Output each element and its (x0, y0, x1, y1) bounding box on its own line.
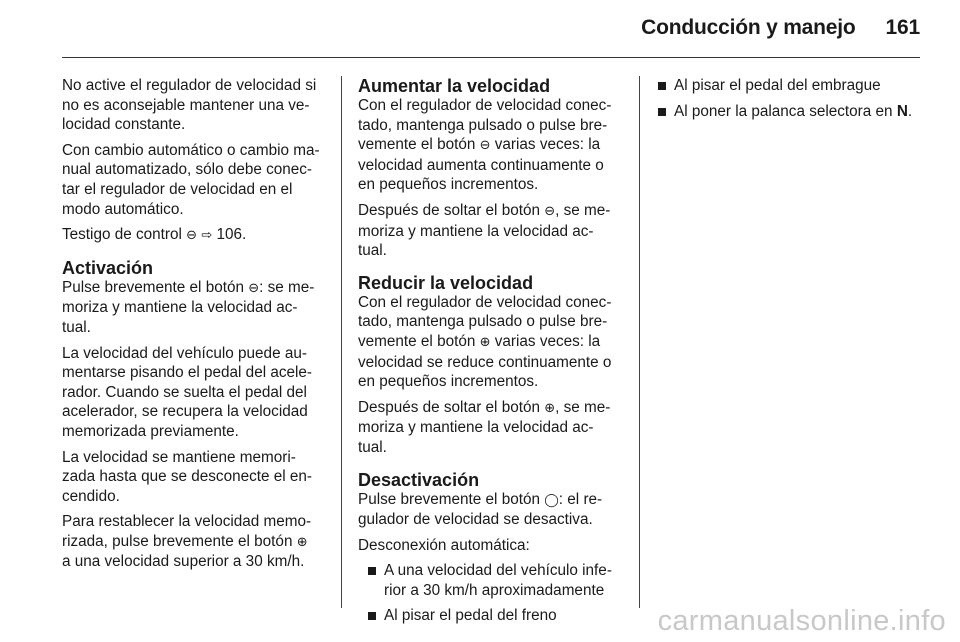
section-reducir (358, 273, 620, 458)
text: varias veces: la velocidad aumenta continuamente o en pequeños incrementos. (358, 136, 604, 194)
paragraph: Con cambio automático o cambio ma-nual automatizado, sólo debe conec-tar el regulador de velocidad en el modo automático. (62, 141, 320, 218)
res-plus-icon: ⊕ (544, 400, 556, 416)
heading-activacion: Activación (62, 257, 154, 278)
section-desactivacion (358, 470, 620, 627)
text: A una velocidad del vehículo infe-rior a 30 km/h aproximadamente (384, 562, 612, 599)
text: a una velocidad superior a 30 km/h. (62, 553, 305, 571)
text: Al pisar el pedal del embrague (674, 77, 881, 94)
bullet-icon (658, 82, 666, 90)
text: . (907, 102, 913, 120)
text: Después de soltar el botón (358, 398, 545, 416)
text: Para restablecer la velocidad memo-rizada, pulse brevemente el botón (62, 513, 312, 550)
set-minus-icon: ⊖ (248, 280, 260, 296)
auto-disconnect-list-cont (656, 76, 918, 121)
paragraph: No active el regulador de velocidad si no es aconsejable mantener una ve-locidad constante. (62, 77, 317, 134)
section-activacion (62, 258, 324, 572)
column-divider (341, 76, 342, 608)
text: Con el regulador de velocidad conec-tado, mantenga pulsado o pulse bre-vemente el botón (358, 97, 612, 154)
text: Pulse brevemente el botón (62, 278, 249, 296)
column-1 (62, 76, 324, 578)
paragraph (62, 278, 324, 338)
text: , se me-moriza y mantiene la velocidad ac-tual. (358, 398, 611, 456)
gear-letter: N (896, 102, 908, 120)
res-plus-icon: ⊕ (296, 534, 308, 550)
heading-desactivacion: Desactivación (358, 469, 480, 490)
text: Testigo de control (62, 226, 187, 244)
text: Con el regulador de velocidad conec-tado, mantenga pulsado o pulse bre-vemente el botón (358, 293, 612, 350)
paragraph (358, 293, 620, 392)
bullet-icon (368, 567, 376, 575)
text: Al poner la palanca selectora en (674, 102, 897, 120)
page-reference[interactable]: 106. (212, 226, 247, 244)
section-title: Conducción y manejo (641, 16, 856, 39)
paragraph (358, 96, 620, 195)
text: Después de soltar el botón (358, 201, 545, 219)
page-header (641, 16, 920, 40)
header-rule (62, 57, 920, 58)
page-number: 161 (885, 16, 920, 39)
text: : el re-gulador de velocidad se desactiva. (358, 490, 603, 529)
text: Al pisar el pedal del freno (384, 607, 557, 625)
paragraph (358, 398, 620, 458)
list-item (366, 606, 620, 626)
bullet-icon (368, 612, 376, 620)
paragraph (358, 490, 620, 530)
paragraph: Desconexión automática: (358, 536, 530, 554)
column-2 (358, 76, 620, 632)
set-minus-icon: ⊖ (544, 203, 556, 219)
text: , se me-moriza y mantiene la velocidad ac-tual. (358, 201, 611, 260)
column-divider (639, 76, 640, 608)
set-minus-icon: ⊖ (186, 228, 198, 244)
heading-reducir: Reducir la velocidad (358, 272, 534, 293)
paragraph: La velocidad del vehículo puede au-mentarse pisando el pedal del acele-rador. Cuando se suelta el pedal del acelerador, se recupera la velocidad memorizada previamente. (62, 344, 313, 440)
list-item (656, 76, 918, 96)
column-3 (656, 76, 918, 127)
res-plus-icon: ⊕ (479, 334, 491, 350)
text: varias veces: la velocidad se reduce continuamente o en pequeños incrementos. (358, 332, 612, 391)
list-item (656, 102, 918, 122)
page-ref-arrow-icon: ⇨ (201, 228, 213, 244)
paragraph (358, 201, 620, 261)
watermark: carmanualsonline.info (657, 605, 946, 637)
bullet-icon (658, 108, 666, 116)
paragraph: La velocidad se mantiene memori-zada hasta que se desconecte el en-cendido. (62, 448, 313, 505)
section-aumentar (358, 76, 620, 261)
text: Pulse brevemente el botón (358, 490, 545, 508)
set-minus-icon: ⊖ (479, 138, 491, 154)
auto-disconnect-list (358, 561, 620, 626)
paragraph (62, 225, 324, 246)
heading-aumentar: Aumentar la velocidad (358, 76, 551, 96)
cancel-icon: ◯ (544, 492, 559, 508)
text: : se me-moriza y mantiene la velocidad ac-tual. (62, 278, 315, 336)
list-item (366, 561, 620, 600)
paragraph (62, 512, 324, 572)
